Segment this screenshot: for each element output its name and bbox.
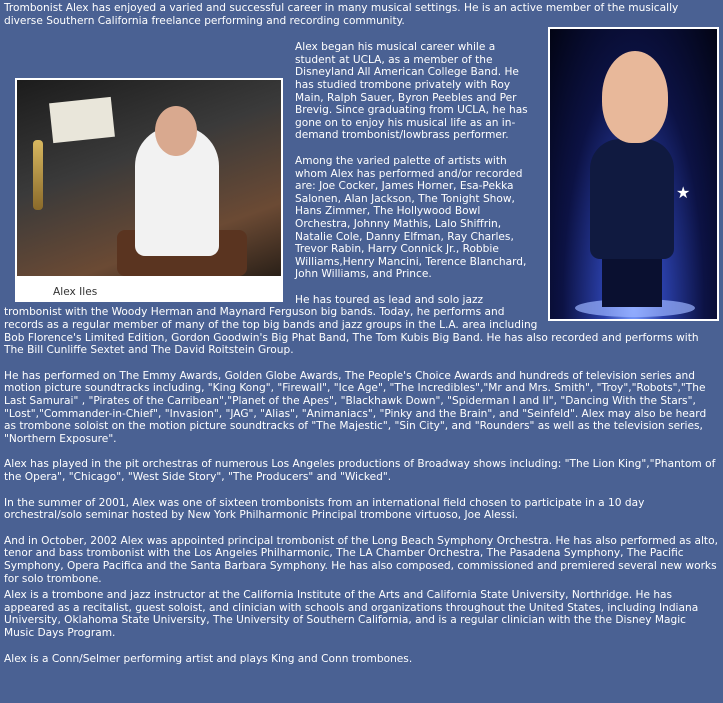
bio-content	[4, 2, 719, 678]
photo-frame	[15, 78, 283, 302]
bio-paragraph-career: Alex began his musical career while a student at UCLA, as a member of the Disneyland All American College Band. He has studied trombone privately with Roy Main, Ralph Sauer, Byron Peebles and Per Brevig. Since graduating from UCLA, he has gone on to enjoy his musical life as an in-demand trombonist/lowbrass performer.	[295, 41, 528, 142]
alex-photo	[17, 80, 281, 276]
bio-paragraph-endorsement: Alex is a Conn/Selmer performing artist and plays King and Conn trombones.	[4, 652, 413, 665]
bio-paragraph-symphony: And in October, 2002 Alex was appointed principal trombonist of the Long Beach Symphony Orchestra. He has also performed as alto, tenor and bass trombonist with the Los Angeles Philharmonic, The LA Chamber Orchestra, The Pasadena Symphony, The Pacific Symphony, Opera Pacifica and the Santa Barbara Symphony. He has also composed, commissioned and premiered several new works for solo trombone.	[4, 534, 718, 585]
bio-paragraph-intro: Trombonist Alex has enjoyed a varied and successful career in many musical settings. He is an active member of the musically diverse Southern California freelance performing and recording community.	[4, 2, 679, 27]
bio-paragraph-artists: Among the varied palette of artists with whom Alex has performed and/or recorded are: Joe Cocker, James Horner, Esa-Pekka Salonen, Alan Jackson, The Tonight Show, Hans Zimmer, The Hollywood Bowl Orchestra, Johnny Mathis, Lalo Shiffrin, Natalie Cole, Danny Elfman, Ray Charles, Trevor Rabin, Harry Connick Jr., Robbie Williams,Henry Mancini, Terence Blanchard, John Williams, and Prince.	[295, 154, 527, 281]
caricature-art	[550, 29, 717, 319]
photo-caption: Alex Iles	[53, 286, 98, 299]
bio-paragraph-seminar: In the summer of 2001, Alex was one of sixteen trombonists from an international field chosen to participate in a 10 day orchestral/solo seminar hosted by New York Philharmonic Principal trombone virtuoso, Joe Alessi.	[4, 496, 645, 522]
star-icon: ★	[676, 183, 691, 203]
bio-paragraph-soundtracks: He has performed on The Emmy Awards, Golden Globe Awards, The People's Choice Awards and hundreds of television series and motion picture soundtracks including, "King Kong", "Firewall", "Ice Age", "The Incredibles","Mr and Mrs. Smith", "Troy","Robots","The Last Samurai" , "Pirates of the Carribean","Planet of the Apes", "Blackhawk Down", "Spiderman I and II", "Dancing With the Stars", "Lost","Commander-in-Chief", "Invasion", "JAG", "Alias", "Animaniacs", "Pinky and the Brain", and "Seinfeld". Alex may also be heard as trombone soloist on the motion picture soundtracks of "The Majestic", "Sin City", and "Rounders" as well as the television series, "Northern Exposure".	[4, 369, 707, 445]
bio-paragraph-teaching: Alex is a trombone and jazz instructor at the California Institute of the Arts and California State University, Northridge. He has appeared as a recitalist, guest soloist, and clinician with schools and organizations throughout the United States, including Indiana University, Oklahoma State University, The University of Southern California, and is a regular clinician with the the Disney Magic Music Days Program.	[4, 589, 699, 639]
caricature-image	[548, 27, 719, 321]
bio-paragraph-broadway: Alex has played in the pit orchestras of numerous Los Angeles productions of Broadway shows including: "The Lion King","Phantom of the Opera", "Chicago", "West Side Story", "The Producers" and "Wicked".	[4, 458, 716, 483]
bio-paragraph-touring: He has toured as lead and solo jazz trombonist with the Woody Herman and Maynard Ferguson big bands. Today, he performs and records as a regular member of many of the top big bands and jazz groups in the L.A. area including Bob Florence's Limited Edition, Gordon Goodwin's Big Phat Band, The Tom Kubis Big Band. He has also recorded and performs with The Bill Cunliffe Sextet and The David Roitstein Group.	[4, 293, 699, 357]
